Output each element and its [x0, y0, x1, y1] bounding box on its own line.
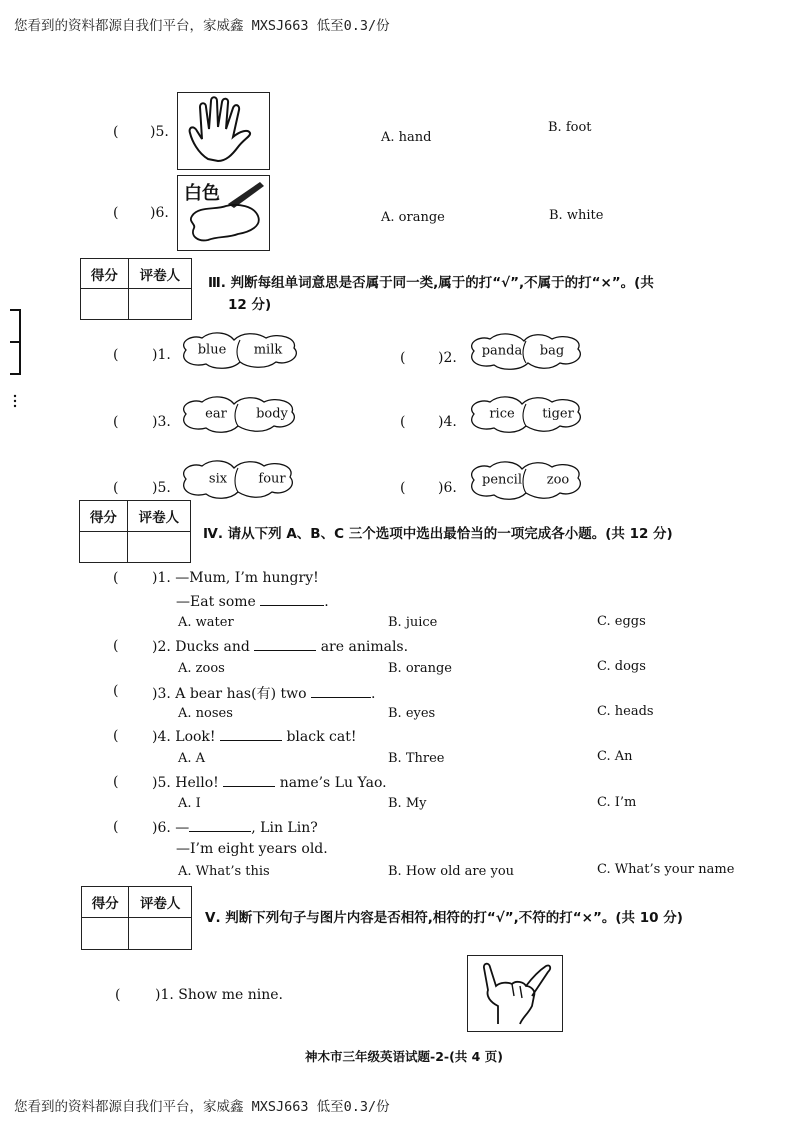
question-stem: )5. Hello! name’s Lu Yao.	[152, 775, 387, 791]
question-number: )5.	[152, 480, 171, 496]
word-cloud-pair	[176, 330, 304, 370]
grader-label: 评卷人	[129, 259, 191, 289]
cloud-word: panda	[481, 343, 523, 359]
option-b: B. eyes	[388, 706, 436, 721]
answer-paren-open: (	[113, 480, 119, 496]
hand-picture	[177, 92, 270, 170]
word-cloud-pair	[464, 394, 586, 434]
cloud-word: six	[208, 471, 228, 487]
score-cell[interactable]	[80, 532, 128, 563]
option-a: A. water	[178, 615, 234, 630]
question-stem: )6. — , Lin Lin?	[152, 820, 318, 836]
question-stem: )1. Show me nine.	[155, 987, 283, 1003]
question-number: )6.	[150, 205, 169, 221]
option-a: A. zoos	[178, 661, 225, 676]
answer-paren-open: (	[113, 570, 119, 586]
grader-cell[interactable]	[128, 532, 190, 563]
fill-blank	[189, 819, 251, 832]
question-number: )6.	[438, 480, 457, 496]
option-b: B. foot	[548, 120, 592, 135]
question-number: )2.	[438, 350, 457, 366]
option-b: B. white	[549, 208, 604, 223]
option-c: C. An	[597, 749, 633, 764]
answer-paren-open: (	[113, 728, 119, 744]
question-number: )1.	[152, 347, 171, 363]
option-c: C. eggs	[597, 614, 646, 629]
answer-paren-open: (	[113, 347, 119, 363]
section-title: Ⅲ. 判断每组单词意思是否属于同一类,属于的打“√”,不属于的打“×”。(共	[208, 275, 654, 291]
score-box	[79, 500, 191, 563]
option-b: B. My	[388, 796, 427, 811]
question-stem: )2. Ducks and are animals.	[152, 639, 409, 655]
fill-blank	[223, 774, 275, 787]
answer-paren-open: (	[113, 124, 119, 140]
option-c: C. I’m	[597, 795, 637, 810]
option-c: C. heads	[597, 704, 654, 719]
score-cell[interactable]	[81, 289, 129, 319]
option-c: C. What’s your name	[597, 862, 735, 877]
answer-paren-open: (	[400, 350, 406, 366]
answer-paren-open: (	[113, 414, 119, 430]
top-banner: 您看到的资料都源自我们平台，家威鑫 MXSJ663 低至0.3/份	[14, 18, 390, 34]
fill-blank	[254, 638, 316, 651]
section-title: Ⅴ. 判断下列句子与图片内容是否相符,相符的打“√”,不符的打“×”。(共 10 分)	[205, 910, 683, 926]
score-box	[81, 886, 192, 950]
section-title: Ⅳ. 请从下列 A、B、C 三个选项中选出最恰当的一项完成各小题。(共 12 分)	[203, 526, 673, 542]
section-title-cont: 12 分)	[228, 297, 272, 313]
answer-paren-open: (	[113, 638, 119, 654]
score-label: 得分	[81, 259, 129, 289]
answer-paren-open: (	[113, 683, 119, 699]
word-cloud-pair	[176, 394, 300, 434]
cloud-word: ear	[205, 406, 227, 422]
answer-paren-open: (	[400, 414, 406, 430]
cloud-word: pencil	[482, 472, 522, 488]
cloud-word: bag	[539, 343, 565, 359]
score-box	[80, 258, 192, 320]
score-cell[interactable]	[82, 918, 129, 949]
answer-paren-open: (	[113, 819, 119, 835]
fill-blank	[260, 593, 324, 606]
margin-bracket-mark	[8, 308, 24, 408]
question-stem: )3. A bear has(有) two .	[152, 686, 376, 702]
answer-paren-open: (	[115, 987, 121, 1003]
cloud-word: body	[256, 406, 288, 422]
question-number: )3.	[152, 414, 171, 430]
hand-icon	[178, 93, 269, 169]
grader-cell[interactable]	[129, 918, 191, 949]
option-c: C. dogs	[597, 659, 646, 674]
fill-blank	[220, 728, 282, 741]
cloud-word: four	[258, 471, 286, 487]
question-stem: )4. Look! black cat!	[152, 729, 357, 745]
option-b: B. juice	[388, 615, 438, 630]
answer-paren-open: (	[113, 205, 119, 221]
score-label: 得分	[80, 501, 128, 532]
picture-caption: 白色	[184, 183, 220, 204]
hand-nine-icon	[468, 956, 562, 1031]
option-b: B. Three	[388, 751, 445, 766]
option-a: A. I	[178, 796, 201, 811]
grader-label: 评卷人	[129, 887, 191, 918]
word-cloud-pair	[464, 331, 586, 371]
fill-blank	[311, 685, 371, 698]
hand-gesture-picture	[467, 955, 563, 1032]
question-stem-line2: —I’m eight years old.	[176, 841, 328, 857]
cloud-word: tiger	[542, 406, 574, 422]
cloud-word: rice	[489, 406, 515, 422]
option-a: A. A	[178, 751, 206, 766]
word-cloud-pair	[464, 459, 586, 501]
option-b: B. orange	[388, 661, 452, 676]
cloud-shape	[176, 330, 304, 370]
question-stem-line2: —Eat some .	[176, 594, 329, 610]
option-a: A. hand	[381, 130, 432, 145]
question-number: )5.	[150, 124, 169, 140]
cloud-word: milk	[253, 342, 283, 358]
option-a: A. What’s this	[178, 864, 270, 879]
bottom-banner: 您看到的资料都源自我们平台，家威鑫 MXSJ663 低至0.3/份	[14, 1099, 390, 1115]
question-number: )4.	[438, 414, 457, 430]
page-footer: 神木市三年级英语试题-2-(共 4 页)	[305, 1049, 503, 1064]
white-paint-picture	[177, 175, 270, 251]
cloud-word: blue	[197, 342, 227, 358]
word-cloud-pair	[176, 458, 298, 500]
answer-paren-open: (	[400, 480, 406, 496]
option-a: A. orange	[381, 210, 445, 225]
cloud-word: zoo	[546, 472, 570, 488]
grader-label: 评卷人	[128, 501, 190, 532]
grader-cell[interactable]	[129, 289, 191, 319]
answer-paren-open: (	[113, 774, 119, 790]
option-b: B. How old are you	[388, 864, 515, 879]
score-label: 得分	[82, 887, 129, 918]
question-stem: )1. —Mum, I’m hungry!	[152, 570, 319, 586]
option-a: A. noses	[178, 706, 233, 721]
